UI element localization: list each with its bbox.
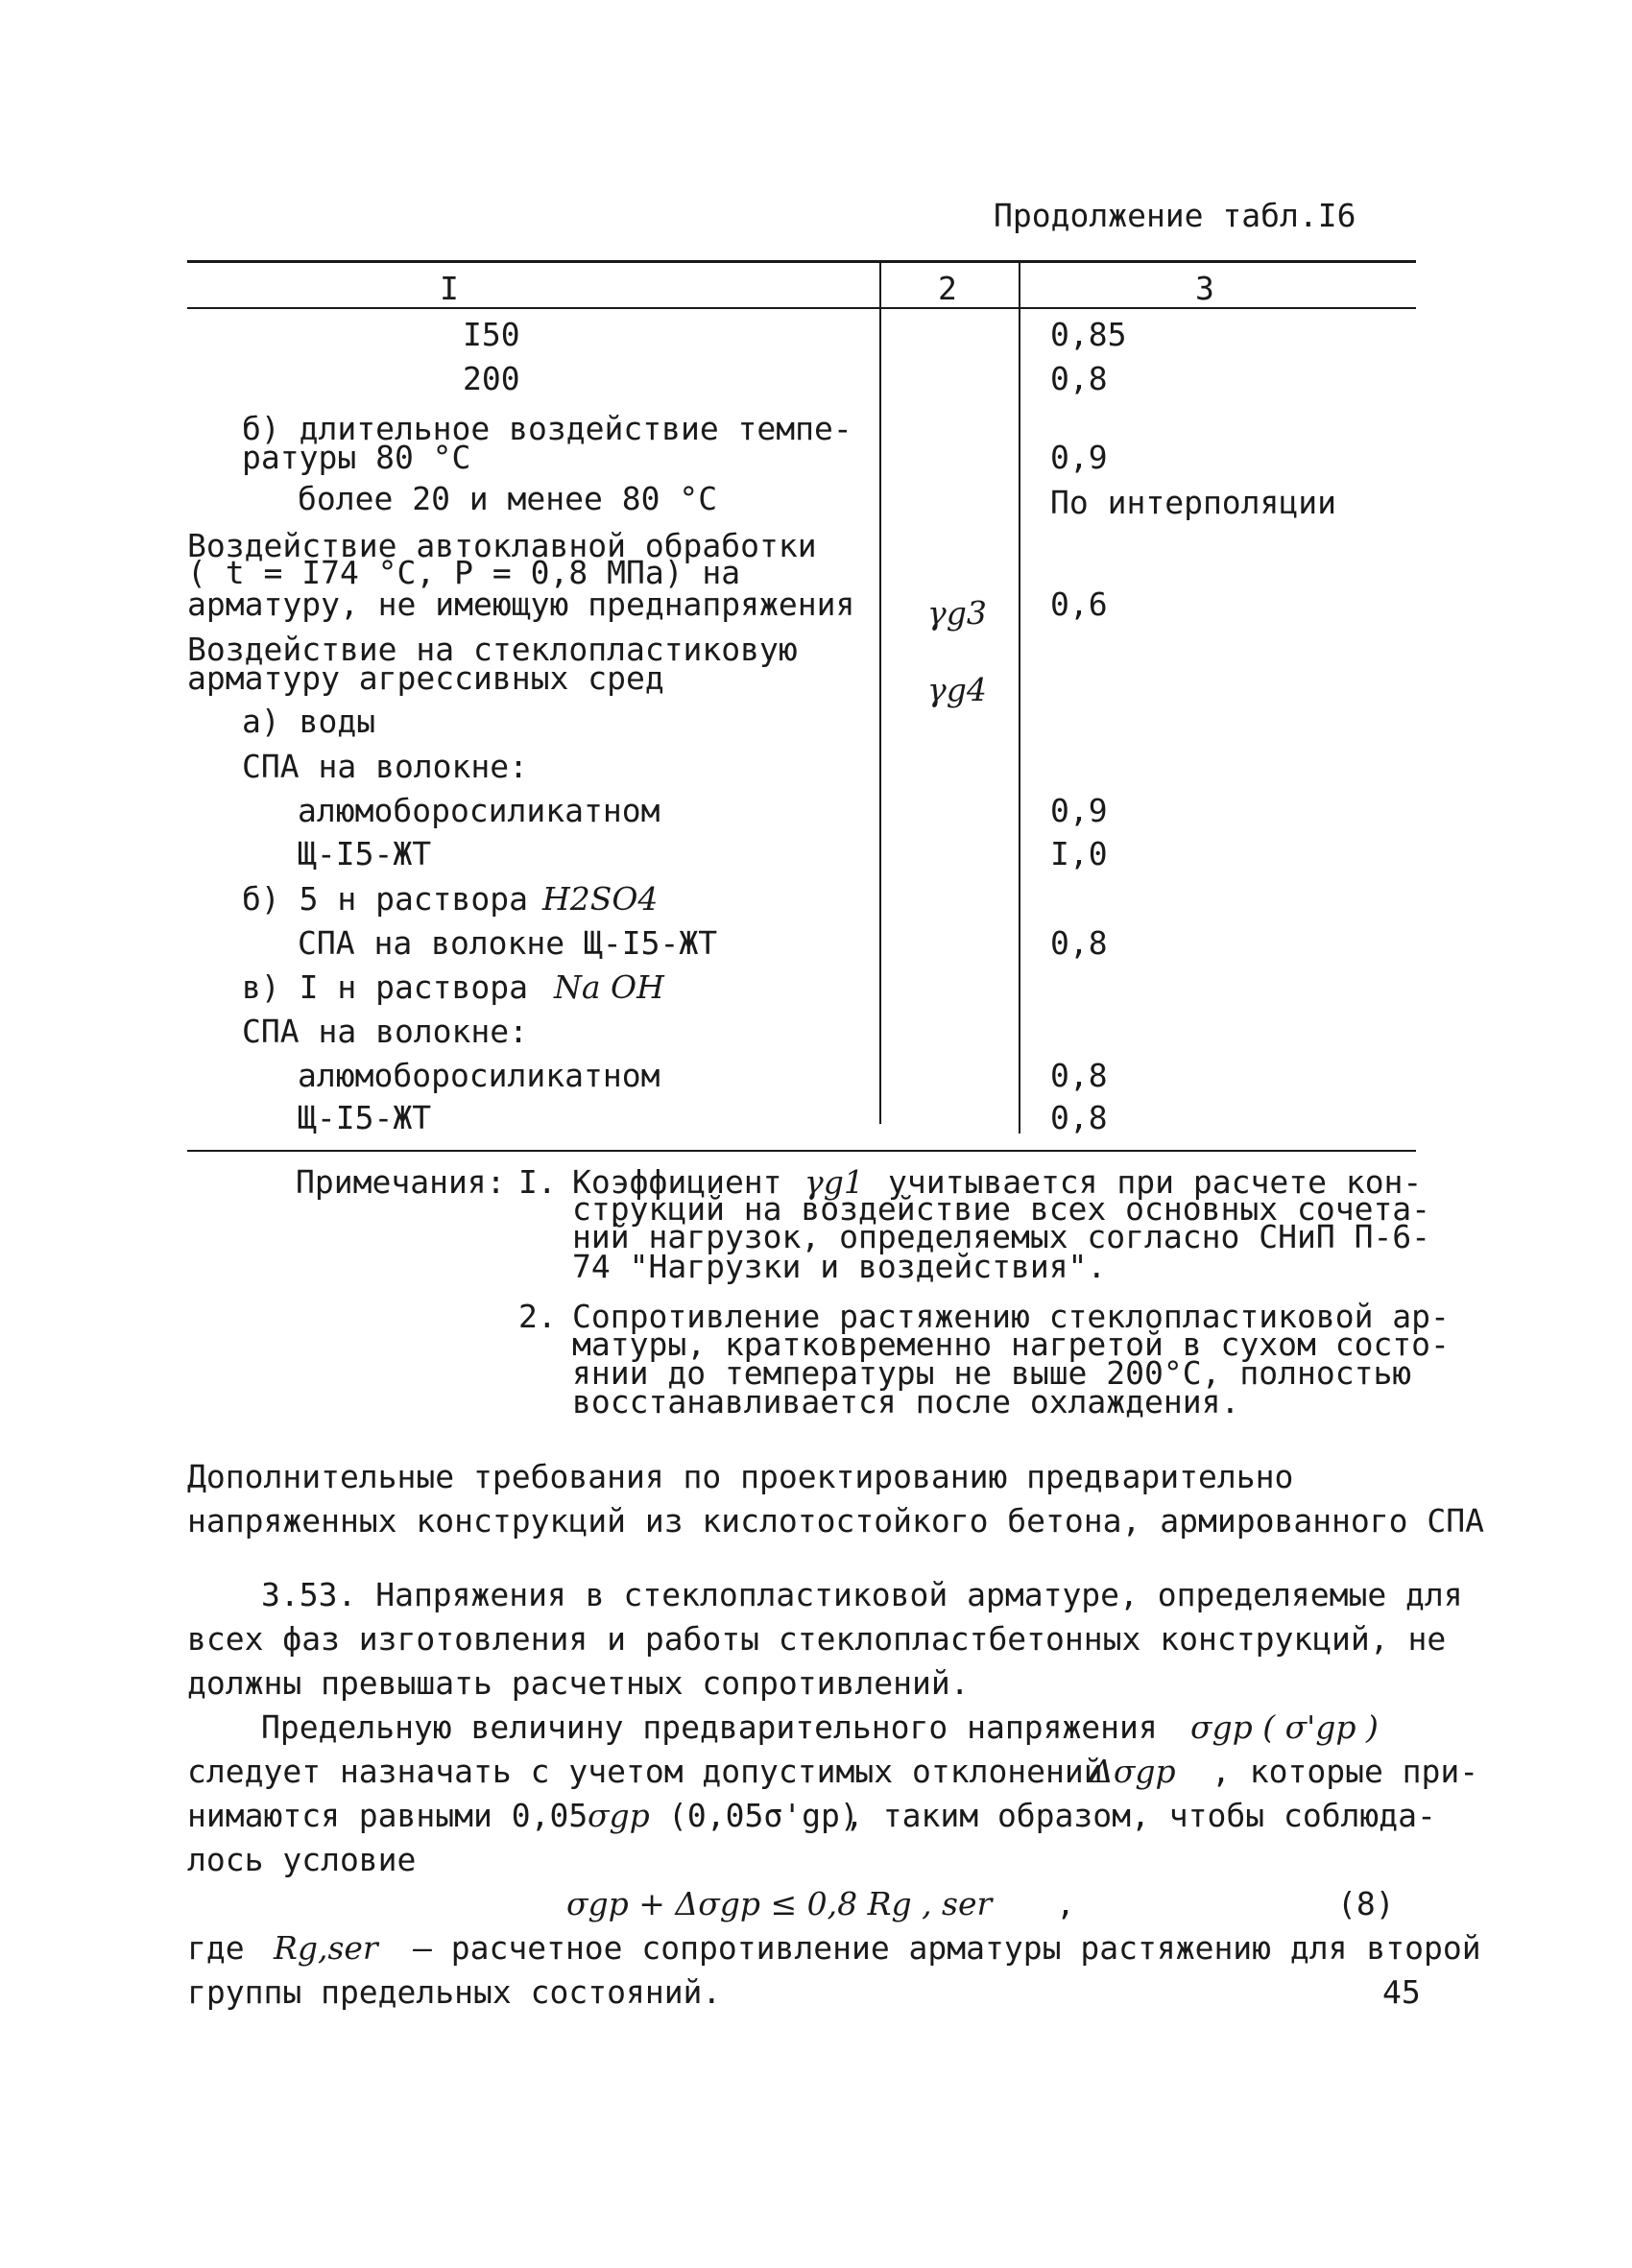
- table-col-divider-1: [879, 260, 881, 1124]
- note-2-line-3: янии до температуры не выше 200°С, полностью: [572, 1354, 1412, 1392]
- row-autoclave-coefficient: γg3: [927, 594, 987, 632]
- paragraph-353-line-3: должны превышать расчетных сопротивлений.: [187, 1664, 970, 1702]
- paragraph-limit-line-1: Предельную величину предварительного напряжения: [261, 1708, 1158, 1746]
- row-naoh-label: в) I н раствора: [242, 968, 529, 1006]
- row-sh15-value-2: 0,8: [1050, 1099, 1108, 1136]
- formula-8: σgp + Δσgp ≤ 0,8 Rg , ser: [566, 1885, 993, 1922]
- row-200-value: 0,8: [1050, 360, 1108, 397]
- column-header-1: I: [440, 270, 459, 307]
- formula-8-comma: ,: [1056, 1885, 1075, 1922]
- paragraph-limit-line-3b: (0,05σ'gp): [668, 1797, 859, 1834]
- paragraph-limit-line-3c: , таким образом, чтобы соблюда-: [845, 1797, 1436, 1834]
- note-1-coefficient: γg1: [804, 1163, 864, 1201]
- row-alumo-value-2: 0,8: [1050, 1057, 1108, 1094]
- row-interp-value: По интерполяции: [1050, 484, 1337, 521]
- paragraph-limit-line-2a: следует назначать с учетом допустимых отклонений: [187, 1753, 1103, 1790]
- paragraph-353-line-1: 3.53. Напряжения в стеклопластиковой арматуре, определяемые для: [261, 1576, 1463, 1613]
- paragraph-where-b: – расчетное сопротивление арматуры растяжению для второй: [413, 1929, 1481, 1967]
- row-aggressive-label-2: арматуру агрессивных сред: [187, 659, 664, 697]
- row-autoclave-label-3: арматуру, не имеющую преднапряжения: [187, 585, 855, 623]
- paragraph-where-a: где: [187, 1929, 245, 1967]
- row-autoclave-label-2: ( t = I74 °С, P = 0,8 МПа) на: [187, 554, 741, 591]
- row-spa-sh15-value: 0,8: [1050, 924, 1108, 962]
- row-long-temp-value: 0,9: [1050, 439, 1108, 476]
- resistance-symbol: Rg,ser: [274, 1929, 378, 1967]
- row-200-label: 200: [463, 360, 520, 397]
- section-heading-line-2: напряженных конструкций из кислотостойкого бетона, армированного СПА: [187, 1502, 1485, 1540]
- note-2-line-2: матуры, кратковременно нагретой в сухом состо-: [572, 1325, 1450, 1363]
- paragraph-where-line-2: группы предельных состояний.: [187, 1973, 722, 2011]
- row-h2so4-formula: H2SO4: [542, 880, 659, 918]
- row-h2so4-label: б) 5 н раствора: [242, 880, 529, 918]
- row-long-temp-label-2: ратуры 80 °С: [242, 439, 471, 476]
- prestress-symbol-2: σgp: [588, 1797, 650, 1834]
- column-header-3: 3: [1195, 270, 1214, 307]
- row-150-value: 0,85: [1050, 316, 1127, 353]
- row-sh15-label-1: Щ-I5-ЖТ: [298, 835, 432, 872]
- paragraph-limit-line-3a: нимаются равными 0,05: [187, 1797, 588, 1834]
- formula-8-number: (8): [1337, 1885, 1395, 1922]
- note-1-line-2: струкций на воздействие всех основных сочета-: [572, 1190, 1431, 1228]
- row-aggressive-label-1: Воздействие на стеклопластиковую: [187, 631, 798, 668]
- row-autoclave-label-1: Воздействие автоклавной обработки: [187, 527, 817, 564]
- table-top-rule: [187, 260, 1416, 263]
- table-header-rule: [187, 307, 1416, 309]
- row-sh15-label-2: Щ-I5-ЖТ: [298, 1099, 432, 1136]
- note-1-line-3: ний нагрузок, определяемых согласно СНиП П-6-: [572, 1218, 1431, 1255]
- row-150-label: I50: [463, 316, 520, 353]
- paragraph-limit-line-2b: , которые при-: [1212, 1753, 1479, 1790]
- note-1-line-1b: учитывается при расчете кон-: [888, 1163, 1423, 1201]
- row-spa-sh15-label: СПА на волокне Щ-I5-ЖТ: [298, 924, 718, 962]
- row-interp-label: более 20 и менее 80 °С: [298, 480, 718, 517]
- prestress-symbol: σgp ( σ'gp ): [1190, 1708, 1379, 1746]
- table-bottom-rule: [187, 1150, 1416, 1152]
- note-2-number: 2.: [518, 1298, 557, 1335]
- paragraph-limit-line-4: лось условие: [187, 1841, 417, 1878]
- row-alumo-label-2: алюмоборосиликатном: [298, 1057, 660, 1094]
- column-header-2: 2: [938, 270, 957, 307]
- note-1-line-1a: Коэффициент: [572, 1163, 782, 1201]
- row-long-temp-label-1: б) длительное воздействие темпе-: [242, 410, 852, 447]
- row-spa-fiber-label-2: СПА на волокне:: [242, 1013, 529, 1050]
- page-number: 45: [1382, 1973, 1421, 2011]
- note-2-line-1: Сопротивление растяжению стеклопластиковой ар-: [572, 1298, 1450, 1335]
- row-spa-fiber-label-1: СПА на волокне:: [242, 748, 529, 785]
- row-alumo-label-1: алюмоборосиликатном: [298, 792, 660, 829]
- row-autoclave-value: 0,6: [1050, 585, 1108, 623]
- table-continuation-caption: Продолжение табл.I6: [994, 197, 1356, 234]
- section-heading-line-1: Дополнительные требования по проектированию предварительно: [187, 1458, 1294, 1495]
- notes-label: Примечания:: [296, 1163, 506, 1201]
- deviation-symbol: Δσgp: [1091, 1753, 1176, 1790]
- note-1-number: I.: [518, 1163, 557, 1201]
- table-col-divider-2: [1019, 260, 1020, 1134]
- row-alumo-value-1: 0,9: [1050, 792, 1108, 829]
- paragraph-353-line-2: всех фаз изготовления и работы стеклопластбетонных конструкций, не: [187, 1620, 1447, 1658]
- row-water-label: а) воды: [242, 703, 376, 740]
- note-2-line-4: восстанавливается после охлаждения.: [572, 1383, 1240, 1420]
- row-aggressive-coefficient: γg4: [927, 671, 987, 708]
- row-naoh-formula: Na OH: [554, 968, 664, 1006]
- note-1-line-4: 74 "Нагрузки и воздействия".: [572, 1248, 1107, 1285]
- row-sh15-value-1: I,0: [1050, 835, 1108, 872]
